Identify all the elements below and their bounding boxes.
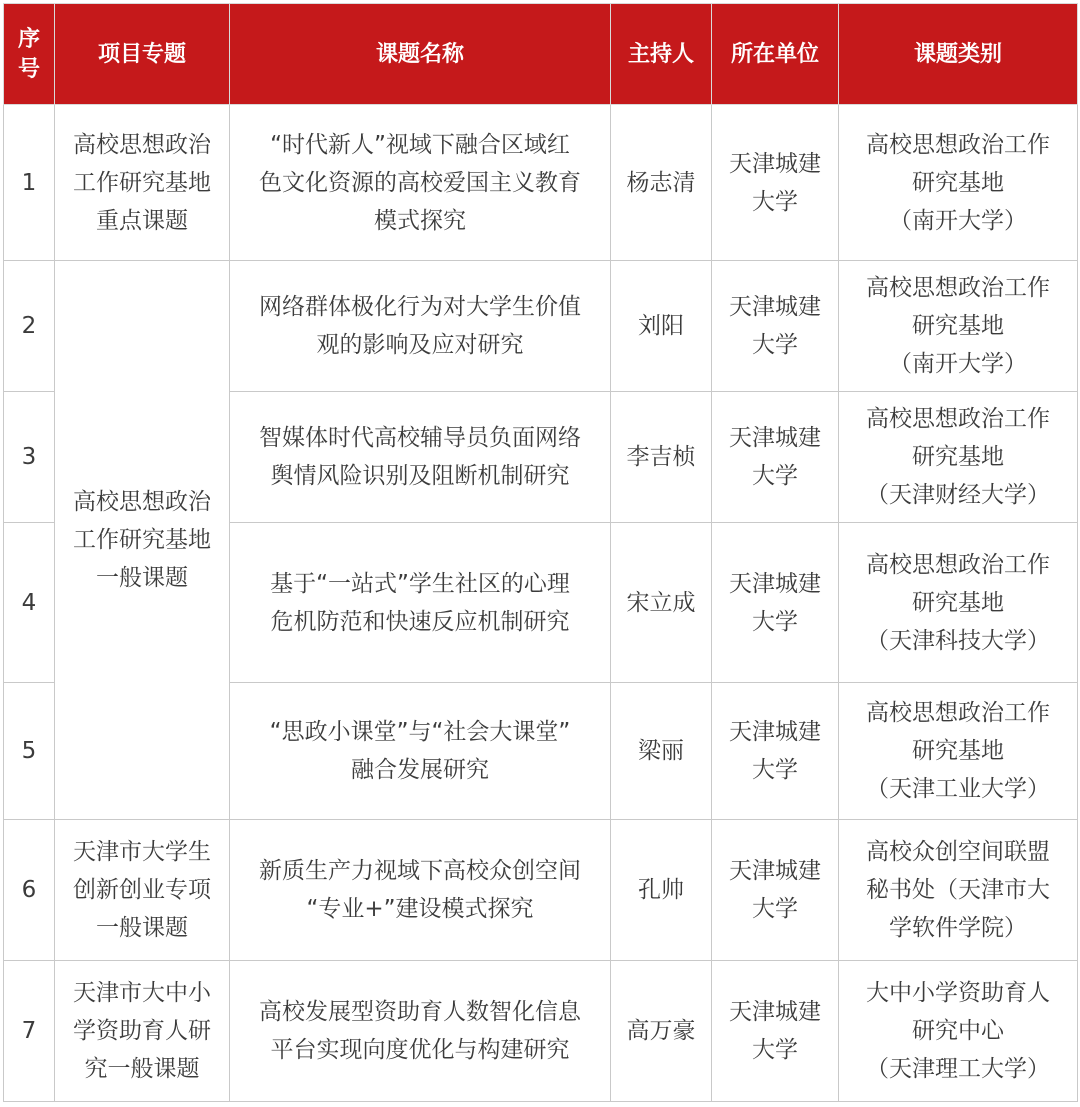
cell-category: 高校思想政治工作 研究基地 （天津工业大学）	[839, 683, 1078, 820]
cell-num: 7	[4, 961, 55, 1102]
project-table	[3, 3, 1078, 1102]
cell-num: 3	[4, 392, 55, 523]
cell-category: 高校众创空间联盟 秘书处（天津市大 学软件学院）	[839, 820, 1078, 961]
cell-topic: 高校思想政治 工作研究基地 一般课题	[55, 261, 230, 820]
table-row	[4, 261, 1078, 392]
header-num: 序 号	[4, 4, 55, 105]
cell-name: “思政小课堂”与“社会大课堂” 融合发展研究	[230, 683, 611, 820]
cell-unit: 天津城建 大学	[712, 261, 839, 392]
cell-name: 新质生产力视域下高校众创空间 “专业+”建设模式探究	[230, 820, 611, 961]
cell-host: 高万豪	[611, 961, 712, 1102]
cell-unit: 天津城建 大学	[712, 820, 839, 961]
cell-category: 高校思想政治工作 研究基地 （南开大学）	[839, 261, 1078, 392]
cell-name: “时代新人”视域下融合区域红 色文化资源的高校爱国主义教育 模式探究	[230, 105, 611, 261]
cell-name: 高校发展型资助育人数智化信息 平台实现向度优化与构建研究	[230, 961, 611, 1102]
cell-topic: 天津市大中小 学资助育人研 究一般课题	[55, 961, 230, 1102]
table-row	[4, 961, 1078, 1102]
cell-category: 高校思想政治工作 研究基地 （南开大学）	[839, 105, 1078, 261]
cell-name: 基于“一站式”学生社区的心理 危机防范和快速反应机制研究	[230, 523, 611, 683]
cell-name: 网络群体极化行为对大学生价值 观的影响及应对研究	[230, 261, 611, 392]
cell-num: 5	[4, 683, 55, 820]
header-host: 主持人	[611, 4, 712, 105]
cell-unit: 天津城建 大学	[712, 523, 839, 683]
header-name: 课题名称	[230, 4, 611, 105]
cell-host: 刘阳	[611, 261, 712, 392]
cell-category: 高校思想政治工作 研究基地 （天津科技大学）	[839, 523, 1078, 683]
cell-name: 智媒体时代高校辅导员负面网络 舆情风险识别及阻断机制研究	[230, 392, 611, 523]
table-header-row	[4, 4, 1078, 105]
cell-unit: 天津城建 大学	[712, 683, 839, 820]
cell-host: 李吉桢	[611, 392, 712, 523]
cell-host: 宋立成	[611, 523, 712, 683]
cell-host: 杨志清	[611, 105, 712, 261]
cell-num: 6	[4, 820, 55, 961]
header-topic: 项目专题	[55, 4, 230, 105]
cell-topic: 天津市大学生 创新创业专项 一般课题	[55, 820, 230, 961]
cell-unit: 天津城建 大学	[712, 105, 839, 261]
cell-category: 大中小学资助育人 研究中心 （天津理工大学）	[839, 961, 1078, 1102]
cell-unit: 天津城建 大学	[712, 392, 839, 523]
cell-topic: 高校思想政治 工作研究基地 重点课题	[55, 105, 230, 261]
cell-category: 高校思想政治工作 研究基地 （天津财经大学）	[839, 392, 1078, 523]
header-category: 课题类别	[839, 4, 1078, 105]
cell-host: 孔帅	[611, 820, 712, 961]
cell-num: 1	[4, 105, 55, 261]
cell-num: 2	[4, 261, 55, 392]
table-row	[4, 105, 1078, 261]
cell-unit: 天津城建 大学	[712, 961, 839, 1102]
table-row	[4, 820, 1078, 961]
cell-num: 4	[4, 523, 55, 683]
cell-host: 梁丽	[611, 683, 712, 820]
header-unit: 所在单位	[712, 4, 839, 105]
